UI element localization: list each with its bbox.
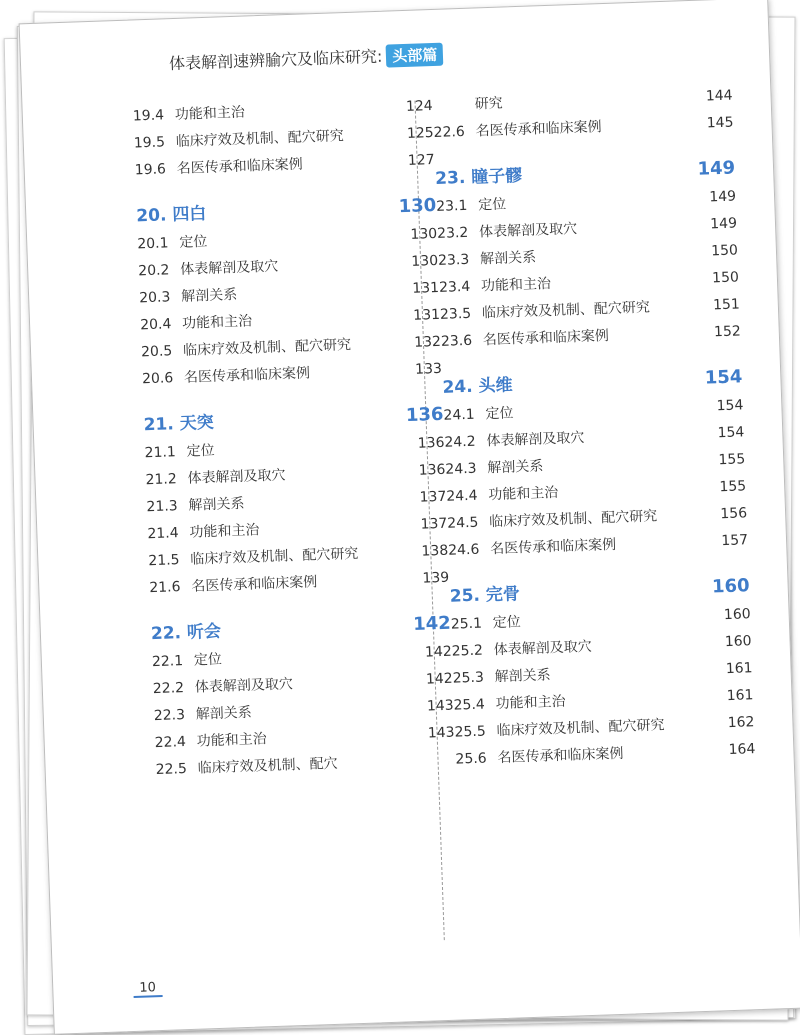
entry-number: 22.2 bbox=[152, 680, 185, 698]
toc-entry bbox=[152, 642, 453, 673]
entry-number: 23.5 bbox=[439, 305, 472, 323]
entry-number: 24.4 bbox=[446, 487, 478, 505]
entry-number: 21.4 bbox=[147, 525, 179, 543]
entry-page: 162 bbox=[727, 714, 755, 732]
entry-page: 142 bbox=[425, 670, 453, 688]
entry-number: 22.6 bbox=[433, 123, 466, 141]
chapter-heading bbox=[442, 362, 743, 397]
entry-page: 138 bbox=[421, 542, 449, 560]
entry-title: 功能和主治 bbox=[495, 693, 566, 713]
chapter-heading bbox=[150, 609, 451, 644]
entry-title: 临床疗效及机制、配穴研究 bbox=[488, 508, 658, 531]
entry-page: 149 bbox=[709, 215, 738, 233]
chapter-title: 24. 头维 bbox=[442, 375, 513, 398]
entry-title: 体表解剖及取穴 bbox=[187, 467, 286, 487]
toc-entry bbox=[146, 487, 447, 518]
entry-page: 143 bbox=[426, 697, 454, 715]
entry-number: 23.1 bbox=[435, 197, 468, 215]
entry-title: 定位 bbox=[179, 233, 208, 251]
entry-page: 144 bbox=[705, 87, 733, 105]
entry-title: 体表解剖及取穴 bbox=[194, 676, 294, 696]
entry-page: 154 bbox=[716, 397, 744, 415]
entry-page: 150 bbox=[711, 269, 740, 287]
entry-page: 136 bbox=[417, 434, 445, 452]
entry-number bbox=[432, 95, 475, 117]
entry-title: 研究 bbox=[474, 95, 503, 113]
entry-number: 25.3 bbox=[452, 669, 485, 687]
entry-page: 160 bbox=[723, 606, 751, 624]
entry-number: 20.2 bbox=[138, 262, 170, 280]
toc-entry bbox=[144, 433, 445, 464]
running-header bbox=[169, 42, 444, 76]
entry-title: 定位 bbox=[193, 651, 223, 669]
chapter-heading bbox=[136, 191, 437, 226]
entry-title: 解剖关系 bbox=[479, 249, 537, 268]
entry-number: 24.3 bbox=[445, 460, 477, 478]
toc-entry bbox=[155, 750, 456, 781]
entry-page: 133 bbox=[414, 360, 443, 378]
entry-number: 22.5 bbox=[155, 760, 188, 779]
entry-title: 功能和主治 bbox=[196, 731, 267, 750]
entry-page: 132 bbox=[413, 333, 442, 351]
entry-page: 156 bbox=[720, 505, 748, 523]
entry-number: 24.1 bbox=[443, 406, 475, 424]
toc-entry bbox=[450, 604, 751, 635]
entry-number: 21.1 bbox=[144, 444, 177, 462]
entry-page: 143 bbox=[427, 724, 455, 742]
entry-title: 解剖关系 bbox=[195, 704, 253, 723]
toc-entry bbox=[140, 305, 441, 336]
toc-entry bbox=[453, 685, 754, 716]
toc-entry bbox=[137, 224, 438, 255]
toc-entry bbox=[452, 658, 753, 689]
toc-entry bbox=[440, 294, 741, 325]
entry-number: 20.4 bbox=[139, 316, 172, 334]
toc-entry bbox=[148, 541, 449, 572]
chapter-heading bbox=[449, 571, 750, 606]
entry-number: 24.2 bbox=[444, 433, 476, 451]
entry-title: 临床疗效及机制、配穴研究 bbox=[496, 717, 665, 740]
entry-number: 22.4 bbox=[154, 733, 187, 752]
entry-title: 名医传承和临床案例 bbox=[482, 327, 610, 349]
toc-entry bbox=[145, 460, 446, 491]
chapter-page: 142 bbox=[412, 612, 452, 635]
entry-page: 145 bbox=[706, 114, 734, 132]
entry-number: 25.5 bbox=[454, 723, 487, 741]
entry-title: 定位 bbox=[477, 196, 507, 214]
toc-entry bbox=[149, 568, 450, 599]
entry-title: 名医传承和临床案例 bbox=[183, 365, 311, 386]
header-badge: 头部篇 bbox=[386, 43, 444, 68]
toc-entry bbox=[446, 476, 747, 507]
entry-page: 125 bbox=[406, 124, 434, 142]
toc-entry bbox=[448, 530, 749, 561]
chapter-title: 20. 四白 bbox=[136, 203, 207, 227]
entry-page: 160 bbox=[724, 633, 752, 651]
toc-entry bbox=[153, 696, 454, 727]
entry-page: 161 bbox=[725, 660, 753, 678]
toc-entry bbox=[133, 123, 434, 154]
entry-title: 功能和主治 bbox=[181, 313, 253, 332]
entry-number: 21.2 bbox=[145, 471, 178, 489]
entry-number: 19.5 bbox=[133, 134, 166, 152]
entry-page: 139 bbox=[422, 569, 450, 587]
entry-page: 131 bbox=[413, 306, 441, 324]
chapter-title: 25. 完骨 bbox=[449, 584, 521, 607]
toc-entry bbox=[444, 422, 745, 453]
toc-entry bbox=[445, 449, 746, 480]
entry-title: 体表解剖及取穴 bbox=[486, 429, 585, 450]
chapter-page: 160 bbox=[711, 575, 751, 598]
toc-entry bbox=[438, 240, 739, 271]
toc-entry bbox=[437, 213, 738, 244]
entry-page: 130 bbox=[410, 225, 438, 243]
entry-number: 25.1 bbox=[450, 615, 483, 633]
page-number: 10 bbox=[133, 980, 162, 998]
entry-page: 137 bbox=[420, 515, 448, 533]
entry-page: 149 bbox=[709, 188, 737, 206]
toc-entry bbox=[451, 631, 752, 662]
entry-number: 20.1 bbox=[137, 235, 169, 253]
entry-number: 21.5 bbox=[148, 552, 180, 570]
entry-title: 名医传承和临床案例 bbox=[475, 119, 602, 140]
book-page bbox=[19, 0, 800, 1035]
entry-title: 解剖关系 bbox=[487, 458, 544, 477]
toc-entry bbox=[433, 113, 734, 144]
chapter-page: 130 bbox=[398, 194, 437, 218]
chapter-heading bbox=[143, 400, 444, 435]
entry-title: 功能和主治 bbox=[189, 522, 260, 541]
entry-page: 155 bbox=[719, 478, 747, 496]
toc-entry bbox=[436, 186, 737, 217]
entry-page: 164 bbox=[728, 741, 756, 759]
toc-entry bbox=[153, 669, 454, 700]
entry-number: 25.4 bbox=[453, 696, 486, 714]
entry-number: 19.6 bbox=[134, 161, 167, 179]
toc-entry bbox=[154, 723, 455, 754]
entry-number: 23.2 bbox=[436, 224, 469, 242]
entry-title: 定位 bbox=[492, 614, 522, 632]
entry-title: 体表解剖及取穴 bbox=[493, 638, 592, 659]
entry-page: 127 bbox=[407, 151, 435, 169]
toc-entry bbox=[454, 712, 755, 743]
header-title: 体表解剖速辨腧穴及临床研究: bbox=[168, 46, 383, 74]
entry-title: 定位 bbox=[186, 442, 215, 460]
entry-title: 名医传承和临床案例 bbox=[191, 574, 318, 595]
chapter-page: 154 bbox=[704, 366, 743, 389]
toc-entry bbox=[139, 278, 440, 309]
entry-title: 功能和主治 bbox=[174, 104, 246, 123]
chapter-title: 22. 听会 bbox=[150, 621, 222, 645]
toc-entry bbox=[138, 251, 439, 282]
entry-title: 解剖关系 bbox=[180, 286, 238, 305]
toc-entry bbox=[142, 359, 443, 390]
entry-title: 定位 bbox=[485, 405, 514, 423]
entry-number: 24.6 bbox=[447, 541, 480, 559]
chapter-page: 136 bbox=[405, 403, 444, 427]
entry-title: 解剖关系 bbox=[188, 495, 245, 514]
entry-title: 临床疗效及机制、配穴研究 bbox=[175, 128, 344, 150]
entry-number: 23.4 bbox=[438, 278, 471, 296]
entry-page: 161 bbox=[726, 687, 754, 705]
entry-page: 150 bbox=[710, 242, 739, 260]
entry-title: 临床疗效及机制、配穴研究 bbox=[182, 336, 352, 359]
entry-page: 157 bbox=[721, 532, 749, 550]
entry-number: 22.1 bbox=[151, 653, 184, 671]
toc-entry bbox=[134, 150, 435, 181]
toc-entry bbox=[432, 86, 733, 117]
entry-title: 临床疗效及机制、配穴 bbox=[197, 755, 338, 777]
entry-page: 130 bbox=[411, 252, 439, 270]
entry-page: 154 bbox=[717, 424, 745, 442]
toc-entry bbox=[439, 267, 740, 298]
entry-number: 20.6 bbox=[141, 370, 174, 388]
entry-title: 体表解剖及取穴 bbox=[478, 221, 578, 241]
entry-number: 21.6 bbox=[149, 579, 181, 597]
chapter-page: 149 bbox=[697, 157, 736, 180]
toc-entry bbox=[443, 395, 744, 426]
toc-entry bbox=[141, 332, 442, 363]
entry-title: 临床疗效及机制、配穴研究 bbox=[481, 299, 651, 322]
entry-page: 151 bbox=[712, 296, 741, 314]
chapter-heading bbox=[435, 153, 736, 188]
entry-number: 20.3 bbox=[138, 289, 171, 307]
entry-page: 142 bbox=[424, 643, 453, 661]
entry-number: 23.6 bbox=[440, 332, 473, 350]
toc-left-column bbox=[132, 90, 456, 781]
entry-page: 124 bbox=[405, 97, 433, 115]
entry-title: 名医传承和临床案例 bbox=[489, 536, 617, 558]
entry-number: 24.5 bbox=[447, 514, 479, 532]
entry-number: 23.3 bbox=[437, 251, 470, 269]
chapter-title: 21. 天突 bbox=[143, 412, 215, 436]
entry-title: 名医传承和临床案例 bbox=[497, 745, 624, 767]
entry-number: 22.3 bbox=[153, 707, 186, 725]
entry-page: 136 bbox=[418, 461, 446, 479]
entry-page: 152 bbox=[713, 323, 742, 341]
entry-page: 155 bbox=[718, 451, 746, 469]
entry-number: 20.5 bbox=[140, 343, 173, 361]
entry-title: 功能和主治 bbox=[480, 275, 552, 295]
entry-title: 功能和主治 bbox=[488, 484, 559, 504]
entry-number: 25.6 bbox=[455, 750, 487, 768]
toc-entry bbox=[441, 321, 742, 352]
toc-entry bbox=[455, 739, 756, 770]
entry-page: 137 bbox=[419, 488, 447, 506]
toc-entry bbox=[447, 503, 748, 534]
chapter-title: 23. 瞳子髎 bbox=[434, 165, 523, 189]
entry-title: 临床疗效及机制、配穴研究 bbox=[190, 545, 359, 568]
entry-page: 131 bbox=[412, 279, 440, 297]
entry-number: 19.4 bbox=[132, 107, 165, 125]
entry-number: 21.3 bbox=[146, 498, 178, 516]
entry-title: 体表解剖及取穴 bbox=[179, 258, 279, 278]
entry-number: 25.2 bbox=[451, 642, 484, 660]
toc-entry bbox=[147, 514, 448, 545]
entry-title: 名医传承和临床案例 bbox=[176, 156, 303, 177]
entry-title: 解剖关系 bbox=[494, 667, 551, 686]
toc-entry bbox=[133, 96, 434, 127]
toc-right-column bbox=[432, 80, 756, 771]
